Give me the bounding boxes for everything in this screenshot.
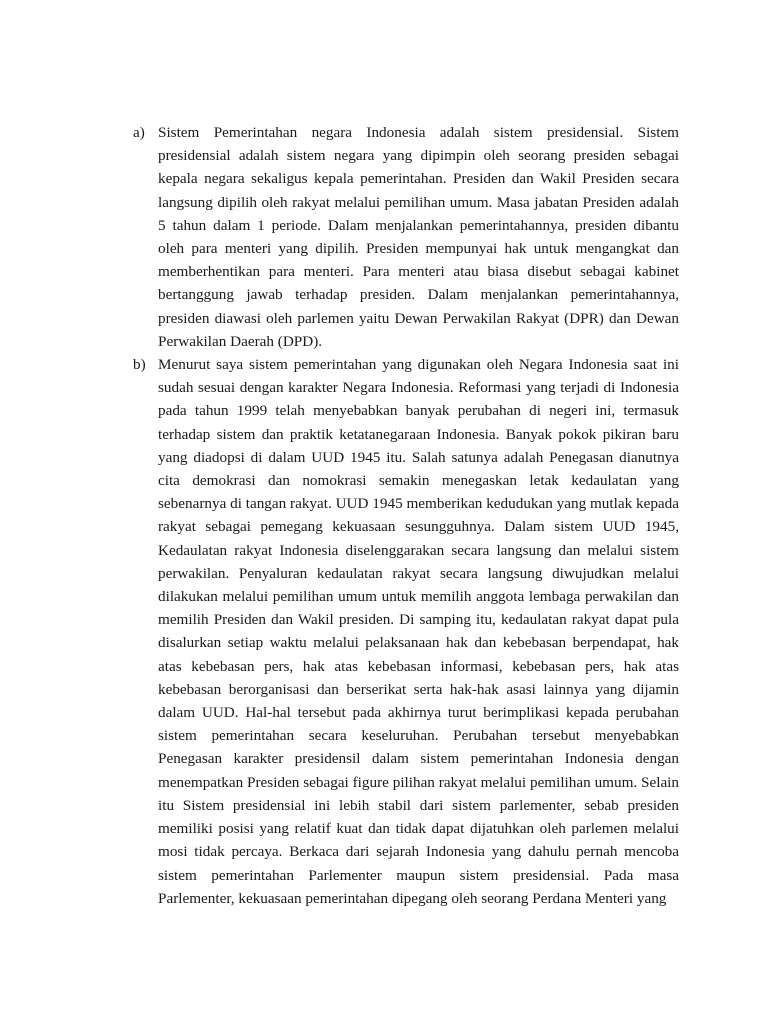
answer-list — [133, 121, 679, 910]
list-marker-a: a) — [133, 124, 145, 141]
list-item-b — [133, 353, 679, 910]
paragraph-a: Sistem Pemerintahan negara Indonesia adalah sistem presidensial. Sistem presidensial adalah sistem negara yang dipimpin oleh seorang presiden sebagai kepala negara sekaligus kepala pemerintahan. Presiden dan Wakil Presiden secara langsung dipilih oleh rakyat melalui pemilihan umum. Masa jabatan Presiden adalah 5 tahun dalam 1 periode. Dalam menjalankan pemerintahannya, presiden dibantu oleh para menteri yang dipilih. Presiden mempunyai hak untuk mengangkat dan memberhentikan para menteri. Para menteri atau biasa disebut sebagai kabinet bertanggung jawab terhadap presiden. Dalam menjalankan pemerintahannya, presiden diawasi oleh parlemen yaitu Dewan Perwakilan Rakyat (DPR) dan Dewan Perwakilan Daerah (DPD). — [158, 124, 679, 350]
list-marker-b: b) — [133, 356, 146, 374]
list-item-a — [133, 121, 679, 353]
paragraph-b: Menurut saya sistem pemerintahan yang digunakan oleh Negara Indonesia saat ini sudah sesuai dengan karakter Negara Indonesia. Reformasi yang terjadi di Indonesia pada tahun 1999 telah menyebabkan banyak perubahan di negeri ini, termasuk terhadap sistem dan praktik ketatanegaraan Indonesia. Banyak pokok pikiran baru yang diadopsi di dalam UUD 1945 itu. Salah satunya adalah Penegasan dianutnya cita demokrasi dan nomokrasi semakin menegaskan letak kedaulatan yang sebenarnya di tangan rakyat. UUD 1945 memberikan kedudukan yang mutlak kepada rakyat sebagai pemegang kekuasaan sesungguhnya. Dalam sistem UUD 1945, Kedaulatan rakyat Indonesia diselenggarakan secara langsung dan melalui sistem perwakilan. Penyaluran kedaulatan rakyat secara langsung diwujudkan melalui dilakukan melalui pemilihan umum untuk memilih anggota lembaga perwakilan dan memilih Presiden dan Wakil presiden. Di samping itu, kedaulatan rakyat dapat pula disalurkan setiap waktu melalui pelaksanaan hak dan kebebasan berpendapat, hak atas kebebasan pers, hak atas kebebasan informasi, kebebasan pers, hak atas kebebasan berorganisasi dan berserikat serta hak-hak asasi lainnya yang dijamin dalam UUD. Hal-hal tersebut pada akhirnya turut berimplikasi kepada perubahan sistem pemerintahan secara keseluruhan. Perubahan tersebut menyebabkan Penegasan karakter presidensil dalam sistem pemerintahan Indonesia dengan menempatkan Presiden sebagai figure pilihan rakyat melalui pemilihan umum. Selain itu Sistem presidensial ini lebih stabil dari sistem parlementer, sebab presiden memiliki posisi yang relatif kuat dan tidak dapat dijatuhkan oleh parlemen melalui mosi tidak percaya. Berkaca dari sejarah Indonesia yang dahulu pernah mencoba sistem pemerintahan Parlementer maupun sistem presidensial. Pada masa Parlementer, kekuasaan pemerintahan dipegang oleh seorang Perdana Menteri yang — [158, 356, 679, 907]
